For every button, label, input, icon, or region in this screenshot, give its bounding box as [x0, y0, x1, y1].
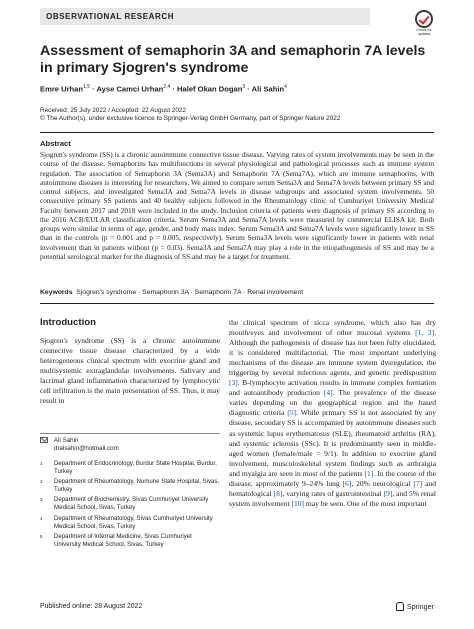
affiliation-text: Department of Endocrinology, Burdur State Hospital, Burdur, Turkey: [54, 460, 217, 475]
author-affil-sup: 1,5: [83, 84, 90, 90]
citation-link[interactable]: [6]: [342, 478, 352, 488]
author-affil-sup: 4: [284, 84, 287, 90]
affiliation-number: 1: [40, 461, 43, 466]
author-name[interactable]: Ayse Camci Urhan: [96, 84, 164, 94]
body-text-segment: . The prevalence of the disease varies depending on the geographical region and the based diagnostic criteria: [229, 388, 436, 418]
section-banner: OBSERVATIONAL RESEARCH: [40, 8, 370, 25]
author-separator: ·: [170, 84, 177, 94]
body-text-segment: . In the course of the disease, approximately 9–24% lung: [229, 468, 437, 488]
affiliation-text: Department of Rheumatology, Numune State Hospital, Sivas, Turkey: [54, 478, 220, 494]
affiliation-item: [40, 478, 220, 494]
author-name[interactable]: Emre Urhan: [40, 84, 84, 94]
affiliation-item: [40, 515, 220, 531]
check-for-updates-badge[interactable]: [411, 10, 437, 34]
author-affil-sup: 3: [242, 84, 246, 90]
badge-line2: updates: [417, 32, 431, 36]
keywords-text: Sjogren's syndrome · Semaphorin 3A · Semaphorin 7A · Renal involvement: [76, 289, 304, 296]
citation-link[interactable]: [10]: [291, 498, 305, 508]
affiliation-text: Department of Biochemistry, Sivas Cumhuriyet University Medical School, Sivas, Turkey: [54, 496, 209, 512]
badge-line1: Check for: [416, 28, 432, 32]
abstract-heading: Abstract: [40, 139, 71, 148]
publisher-name: Springer: [406, 602, 434, 611]
springer-horse-icon: [396, 602, 404, 611]
citation-link[interactable]: [8]: [273, 488, 283, 498]
author-name[interactable]: Ali Sahin: [251, 84, 285, 94]
citation-link[interactable]: [5]: [287, 408, 297, 418]
affiliation-item: [40, 533, 220, 549]
citation-link[interactable]: [7]: [413, 478, 423, 488]
author-list: [40, 82, 440, 95]
body-text-segment: , and 5% renal system involvement: [229, 488, 436, 508]
abstract-text: Sjogren's syndrome (SS) is a chronic autoimmune connective tissue disease. Varying rates of system involvements may be seen in the course of the disease. Semaphorins has multifunctions in several physiological and pathological processes such as immune system regulation. The association of Semaphorin 3A (Sema3A) and Semaphorin 7A (Sema7A), which are immune semaphorins, with autoimmune diseases is interesting for researchers. We aimed to compare serum Sema3A and Sema7A levels between primary SS and control subjects, and investigated Sema3A and Sema7A levels in disease subgroups and associated system involvements. 50 consecutive primary SS patients and 40 healthy subjects followed in the Rheumatology clinic of Cumhuriyet University Medical Faculty between 2017 and 2018 were included in the study. Inclusion criteria of patients were diagnosis of primary SS according to the 2016 ACR/EULAR classification criteria. Serum Sema3A and Sema7A levels were measured by commercial ELISA kit. Both groups were similar in terms of age, gender, and body mass index. Serum Sema3A and Sema7A levels were significantly lower in SS than in the controls (p = 0.001 and p = 0.005, respectively). Serum Sema3A levels were significantly lower in patients with renal involvement than in patients without (p = 0.03). Sema3A and Sema7A may play a role in the etiopathogenesis of SS and may be a potential serological marker for the diagnosis of SS and may be a target for treatment.: [40, 150, 434, 261]
introduction-left-column: Sjogren's syndrome (SS) is a chronic autoimmune connective tissue disease characterized by a wide heterogeneous clinical spectrum with exocrine gland and multisystemic extraglandular involvements. Salivary and lacrimal gland inflammation characterized by lymphocytic cell infiltration is the main presentation of SS. Thus, it may result in: [40, 336, 220, 405]
affiliation-number: 2: [40, 479, 43, 485]
copyright-line: © The Author(s), under exclusive licence to Springer-Verlag GmbH Germany, part of Springer Nature 2022: [40, 115, 341, 123]
citation-link[interactable]: [1]: [364, 468, 374, 478]
affiliation-item: [40, 496, 220, 512]
affiliation-text: Department of Internal Medicine, Sivas Cumhuriyet University Medical School, Sivas, Turkey: [54, 532, 192, 548]
correspondence: [40, 437, 220, 453]
introduction-right-column: [229, 318, 436, 509]
envelope-icon: [40, 437, 48, 443]
published-online-date: Published online: 28 August 2022: [40, 603, 143, 610]
citation-link[interactable]: [1, 2]: [415, 328, 435, 338]
footnote-rule: [40, 433, 220, 434]
author-name[interactable]: Halef Okan Dogan: [177, 84, 243, 94]
affiliation-text: Department of Rheumatology, Sivas Cumhuriyet University Medical School, Sivas, Turkey: [54, 514, 213, 530]
affiliation-item: [40, 460, 220, 476]
keywords-label: Keywords: [40, 289, 73, 296]
author-affil-sup: 2,4: [163, 84, 171, 90]
corresponding-email[interactable]: dralsahin@hotmail.com: [54, 445, 119, 452]
body-text-segment: , varying rates of gastrointestinal: [282, 488, 384, 498]
author-separator: ·: [245, 84, 252, 94]
affiliation-list: [40, 460, 220, 551]
article-history: [40, 107, 440, 124]
article-title: Assessment of semaphorin 3A and semaphorin 7A levels in primary Sjogren's syndrome: [40, 43, 426, 76]
author-separator: ·: [90, 84, 97, 94]
keywords-line: [40, 288, 434, 297]
introduction-heading: Introduction: [40, 317, 96, 328]
affiliation-number: 3: [40, 497, 43, 503]
body-text-segment: may be seen. One of the most important: [304, 498, 427, 508]
body-text-segment: . Although the pathogenesis of disease has not been fully elucidated, it is considered multifactorial. The most important underlying mechanisms of the disease are immune system dysregulation, the triggering by several infectious agents, and genetic predisposition: [229, 328, 436, 378]
body-text-segment: , 20% neurological: [351, 478, 414, 488]
body-text-segment: and hematological: [229, 478, 436, 498]
corresponding-author: Ali Sahin: [54, 437, 79, 444]
affiliation-number: 5: [40, 533, 43, 539]
received-accepted-dates: Received: 25 July 2022 / Accepted: 22 August 2022: [40, 107, 187, 114]
citation-link[interactable]: [9]: [383, 488, 393, 498]
body-text-segment: . While primary SS is not associated by any disease, secondary SS is accompanied by autoimmune diseases such as systemic lupus erythematosus (SLE), rheumatoid arthritis (RA), and systemic sclerosis (SSc). It is predominantly seen in middle-aged women (female/male = 9/1). In addition to exocrine gland involvement, musculoskeletal system findings such as arthralgia and myalgia are seen in most of the patients: [229, 408, 436, 478]
citation-link[interactable]: [3]: [229, 378, 238, 388]
abstract-top-rule: [40, 132, 434, 133]
publisher-logo: [396, 602, 434, 611]
affiliation-number: 4: [40, 515, 43, 521]
body-text-segment: . B-lymphocyte activation results in immune complex formation and autoantibody production: [229, 378, 436, 398]
abstract-bottom-rule: [40, 303, 434, 304]
citation-link[interactable]: [4]: [323, 388, 333, 398]
check-mark-icon: [415, 10, 433, 28]
body-text-segment: the clinical spectrum of sicca syndrome, which also has dry mouth/eyes and involvement of other mucosal systems: [229, 318, 436, 338]
